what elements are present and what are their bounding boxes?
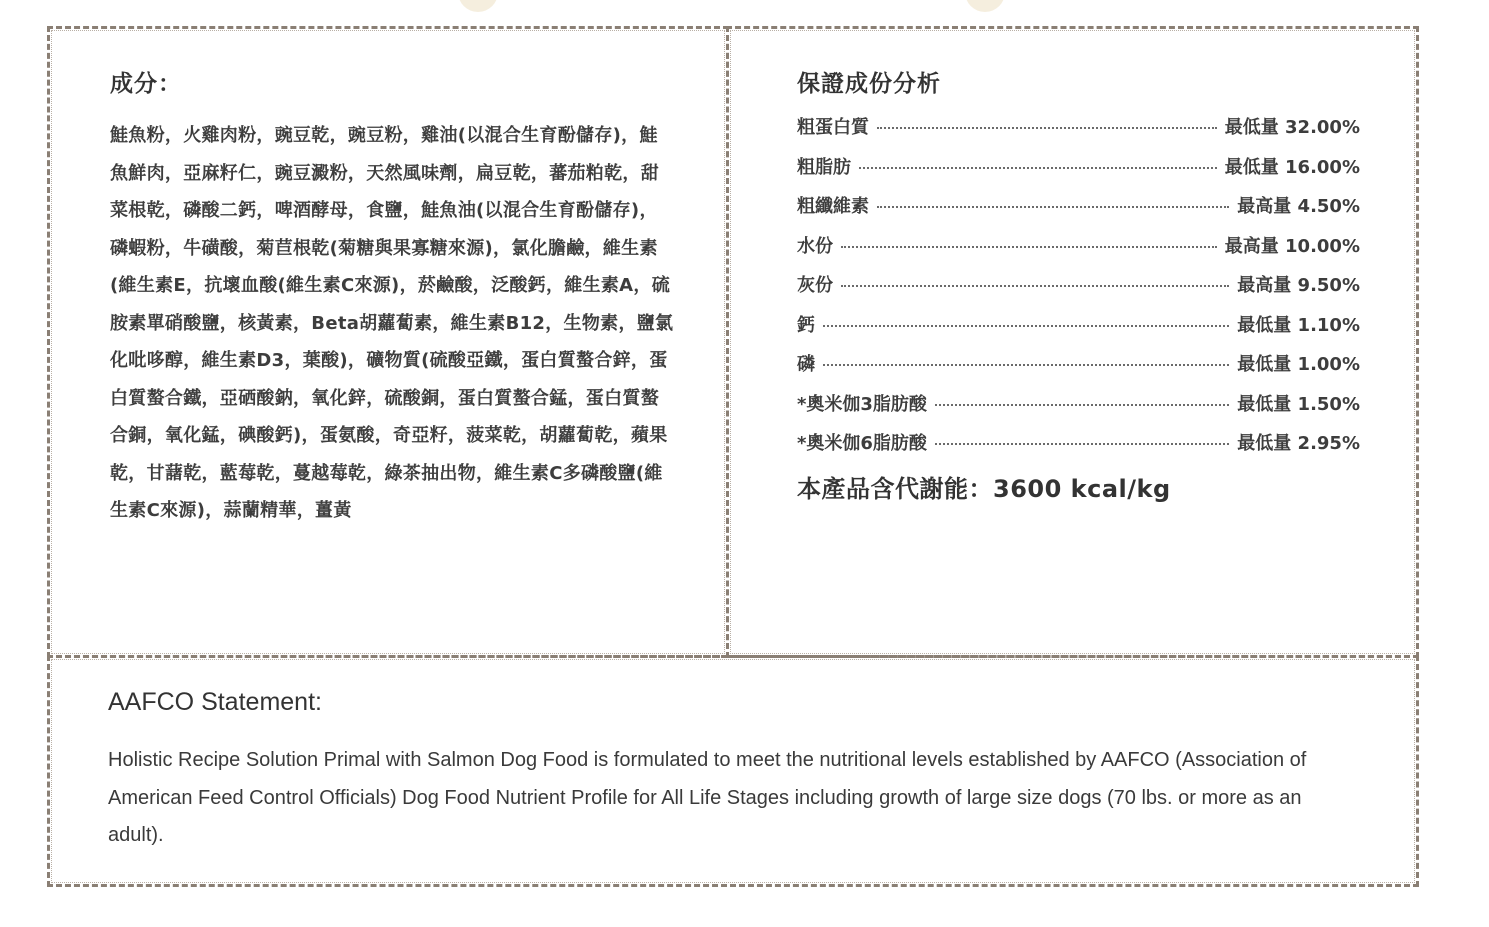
- analysis-row-value: 最低量 32.00%: [1224, 117, 1360, 138]
- analysis-row-value: 最低量 16.00%: [1224, 156, 1360, 178]
- analysis-row-name: 粗纖維素: [797, 196, 869, 217]
- analysis-title: 保證成份分析: [797, 71, 941, 97]
- aafco-text: Holistic Recipe Solution Primal with Salmon Dog Food is formulated to meet the nutritional levels established by AAFCO (Association of American Feed Control Officials) Dog Food Nutrient Profile for All Life Stages including growth of large size dogs (70 lbs. or more as an adult).: [108, 749, 1307, 846]
- guaranteed-analysis-panel: [726, 26, 1419, 658]
- analysis-row-name: *奧米伽6脂肪酸: [797, 433, 927, 454]
- analysis-row-name: *奧米伽3脂肪酸: [797, 393, 927, 415]
- analysis-row-name: 灰份: [797, 275, 833, 296]
- analysis-row: [797, 429, 1360, 469]
- analysis-row: [797, 350, 1360, 390]
- ingredients-title: 成分：: [110, 71, 182, 97]
- analysis-row: [797, 271, 1360, 311]
- aafco-title: AAFCO Statement:: [108, 688, 322, 716]
- analysis-row-name: 鈣: [797, 314, 815, 336]
- dot-leader: [841, 285, 1229, 287]
- dot-leader: [877, 206, 1229, 208]
- ingredients-text: 鮭魚粉，火雞肉粉，豌豆乾，豌豆粉，雞油(以混合生育酚儲存)，鮭魚鮮肉，亞麻籽仁，豌豆澱粉，天然風味劑，扁豆乾，蕃茄粕乾，甜菜根乾，磷酸二鈣，啤酒酵母，食鹽，鮭魚油(以混合生育酚儲存)，磷蝦粉，牛磺酸，菊苣根乾(菊糖與果寡糖來源)，氯化膽鹼，維生素(維生素E，抗壞血酸(維生素C來源)，菸鹼酸，泛酸鈣，維生素A，硫胺素單硝酸鹽，核黃素，Beta胡蘿蔔素，維生素B12，生物素，鹽氯化吡哆醇，維生素D3，葉酸)，礦物質(硫酸亞鐵，蛋白質螯合鋅，蛋白質螯合鐵，亞硒酸鈉，氧化鋅，硫酸銅，蛋白質螯合錳，蛋白質螯合銅，氧化錳，碘酸鈣)，蛋氨酸，奇亞籽，菠菜乾，胡蘿蔔乾，蘋果乾，甘藷乾，藍莓乾，蔓越莓乾，綠茶抽出物，維生素C多磷酸鹽(維生素C來源)，蒜蘭精華，薑黃: [110, 125, 674, 521]
- dot-leader: [823, 325, 1229, 327]
- dot-leader: [877, 127, 1217, 129]
- analysis-row-value: 最高量 9.50%: [1237, 275, 1360, 296]
- analysis-row-value: 最高量 4.50%: [1237, 196, 1360, 217]
- analysis-row-name: 水份: [797, 235, 833, 257]
- analysis-row: [797, 311, 1360, 351]
- analysis-row-value: 最低量 1.00%: [1237, 354, 1360, 375]
- analysis-list: [797, 113, 1360, 469]
- analysis-row-name: 粗脂肪: [797, 156, 851, 178]
- analysis-row: [797, 113, 1360, 153]
- analysis-row-name: 粗蛋白質: [797, 117, 869, 138]
- analysis-row-name: 磷: [797, 354, 815, 375]
- top-decoration-right: [965, 0, 1005, 12]
- analysis-row: [797, 153, 1360, 193]
- dot-leader: [841, 246, 1217, 248]
- analysis-row: [797, 192, 1360, 232]
- analysis-row-value: 最低量 1.50%: [1237, 393, 1360, 415]
- aafco-panel: [47, 655, 1419, 887]
- top-decoration-left: [458, 0, 498, 12]
- dot-leader: [859, 167, 1217, 169]
- dot-leader: [935, 404, 1229, 406]
- analysis-row-value: 最低量 2.95%: [1237, 433, 1360, 454]
- ingredients-panel: [47, 26, 729, 658]
- dot-leader: [935, 443, 1229, 445]
- analysis-row-value: 最高量 10.00%: [1224, 235, 1360, 257]
- metabolizable-energy: 本產品含代謝能：3600 kcal/kg: [797, 475, 1171, 503]
- dot-leader: [823, 364, 1229, 366]
- analysis-row: [797, 232, 1360, 272]
- analysis-row-value: 最低量 1.10%: [1237, 314, 1360, 336]
- analysis-row: [797, 390, 1360, 430]
